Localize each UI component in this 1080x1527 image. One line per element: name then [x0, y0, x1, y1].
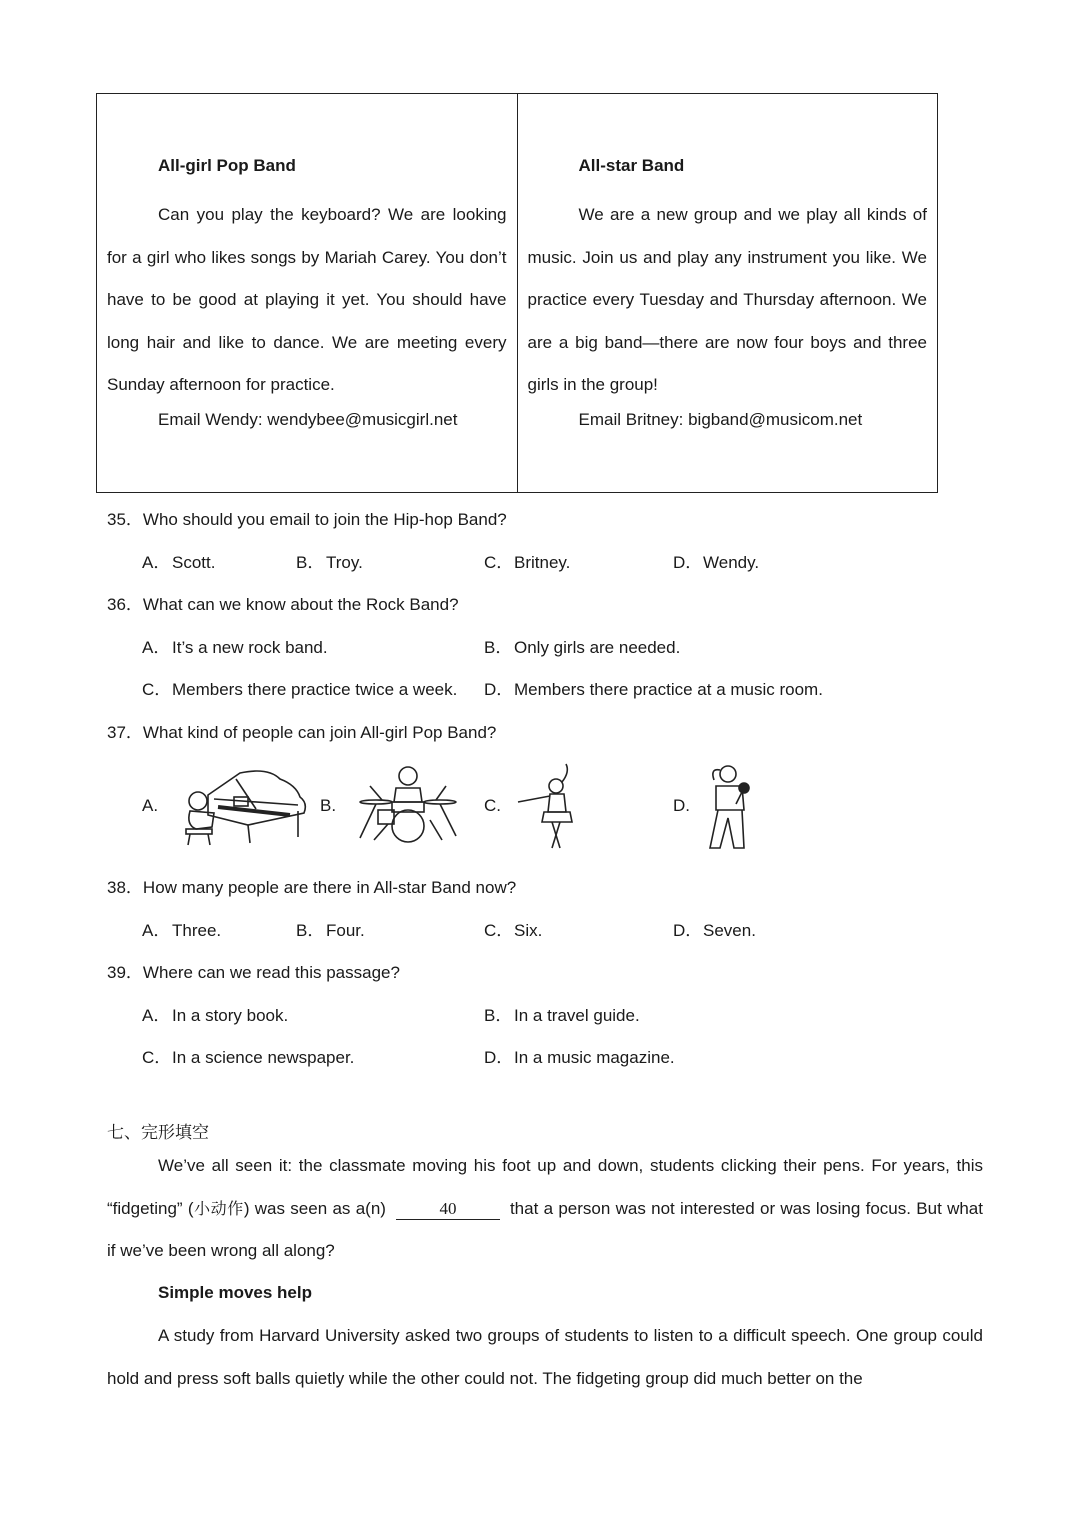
option-a-letter[interactable]: A.: [142, 796, 159, 815]
option-letter: A．: [142, 921, 171, 940]
option-letter: A．: [142, 638, 171, 657]
ad-all-star-band: [517, 94, 938, 492]
option-text: Troy.: [326, 553, 363, 572]
question-37: [107, 718, 496, 743]
option-letter: D．: [673, 553, 703, 572]
question-number: 39．: [107, 963, 143, 982]
option-c[interactable]: [142, 1043, 354, 1068]
ad-all-girl-pop-band: [97, 94, 517, 492]
question-text: Where can we read this passage?: [142, 963, 400, 982]
option-text: Members there practice at a music room.: [514, 680, 823, 699]
band-ads-table: [96, 93, 938, 493]
option-letter: B．: [296, 553, 325, 572]
question-text: What can we know about the Rock Band?: [142, 595, 459, 614]
option-letter: B．: [484, 1006, 513, 1025]
paragraph-text: ) was seen as a(n): [243, 1198, 386, 1218]
option-text: Members there practice twice a week.: [172, 680, 458, 699]
option-text: Six.: [514, 921, 543, 940]
option-letter: C．: [484, 921, 514, 940]
option-text: In a music magazine.: [514, 1048, 675, 1067]
subheading: Simple moves help: [158, 1283, 312, 1302]
option-a[interactable]: [142, 1001, 288, 1026]
ad-title: All-girl Pop Band: [158, 156, 296, 175]
option-text: In a story book.: [172, 1006, 289, 1025]
question-text: What kind of people can join All-girl Pop Band?: [142, 723, 497, 742]
option-letter: D．: [673, 921, 703, 940]
question-number: 38．: [107, 878, 143, 897]
question-35: [107, 505, 507, 530]
option-letter: B．: [296, 921, 325, 940]
option-text: In a science newspaper.: [172, 1048, 355, 1067]
option-a[interactable]: [142, 548, 215, 573]
option-c[interactable]: [484, 548, 570, 573]
option-letter: C．: [142, 1048, 172, 1067]
option-b[interactable]: [296, 916, 365, 941]
option-letter: A．: [142, 1006, 171, 1025]
dancer-illustration[interactable]: [512, 762, 582, 854]
question-number: 35．: [107, 510, 143, 529]
ad-email: Email Britney: bigband@musicom.net: [578, 410, 863, 429]
question-number: 37．: [107, 723, 143, 742]
blank-40[interactable]: 40: [396, 1199, 500, 1220]
option-d[interactable]: [673, 916, 756, 941]
section-title: 七、完形填空: [107, 1123, 209, 1143]
option-d[interactable]: [484, 675, 823, 700]
cloze-paragraph-1: [107, 1145, 983, 1273]
piano-player-illustration[interactable]: [178, 765, 312, 847]
option-a[interactable]: [142, 633, 328, 658]
paragraph-text: We’ve all seen it: the classmate moving his foot up and down, students clicking their pens. For years, this “fidgeting” (: [107, 1156, 983, 1218]
option-text: Britney.: [514, 553, 571, 572]
option-c[interactable]: [484, 916, 542, 941]
question-36: [107, 590, 459, 615]
cloze-paragraph-2: A study from Harvard University asked two groups of students to listen to a difficult speech. One group could hold and press soft balls quietly while the other could not. The fidgeting group did much better on the: [107, 1326, 983, 1388]
option-text: Only girls are needed.: [514, 638, 681, 657]
option-d[interactable]: [673, 548, 759, 573]
option-text: Seven.: [703, 921, 756, 940]
option-d[interactable]: [484, 1043, 675, 1068]
option-letter: B．: [484, 638, 513, 657]
ad-title: All-star Band: [578, 156, 685, 175]
option-b[interactable]: [484, 1001, 640, 1026]
option-letter: C．: [484, 553, 514, 572]
option-letter: C．: [142, 680, 172, 699]
option-text: In a travel guide.: [514, 1006, 640, 1025]
paragraph-text: that a person was not interested or was losing focus. But what if we’ve been wrong all along?: [107, 1198, 983, 1261]
ad-email: Email Wendy: wendybee@musicgirl.net: [158, 410, 458, 429]
question-text: How many people are there in All-star Band now?: [142, 878, 517, 897]
question-number: 36．: [107, 595, 143, 614]
ad-body: Can you play the keyboard? We are looking for a girl who likes songs by Mariah Carey. You don’t have to be good at playing it yet. You should have long hair and like to dance. We are meeting every Sunday afternoon for practice.: [107, 205, 507, 395]
option-letter: A．: [142, 553, 171, 572]
singer-illustration[interactable]: [700, 762, 766, 854]
chinese-gloss: 小动作: [193, 1198, 244, 1218]
option-letter: D．: [484, 680, 514, 699]
option-letter: D．: [484, 1048, 514, 1067]
option-a[interactable]: [142, 916, 221, 941]
option-text: It’s a new rock band.: [172, 638, 328, 657]
ad-body: We are a new group and we play all kinds of music. Join us and play any instrument you like. We practice every Tuesday and Thursday afternoon. We are a big band—there are now four boys and three girls in the group!: [527, 205, 927, 395]
option-c-letter[interactable]: C.: [484, 796, 501, 815]
option-text: Scott.: [172, 553, 216, 572]
option-text: Three.: [172, 921, 222, 940]
option-text: Wendy.: [703, 553, 760, 572]
question-text: Who should you email to join the Hip-hop Band?: [142, 510, 507, 529]
question-39: [107, 958, 400, 983]
option-b-letter[interactable]: B.: [320, 796, 337, 815]
question-38: [107, 873, 516, 898]
option-c[interactable]: [142, 675, 457, 700]
option-b[interactable]: [296, 548, 363, 573]
option-d-letter[interactable]: D.: [673, 796, 690, 815]
option-b[interactable]: [484, 633, 680, 658]
option-text: Four.: [326, 921, 365, 940]
drummer-illustration[interactable]: [352, 764, 464, 844]
